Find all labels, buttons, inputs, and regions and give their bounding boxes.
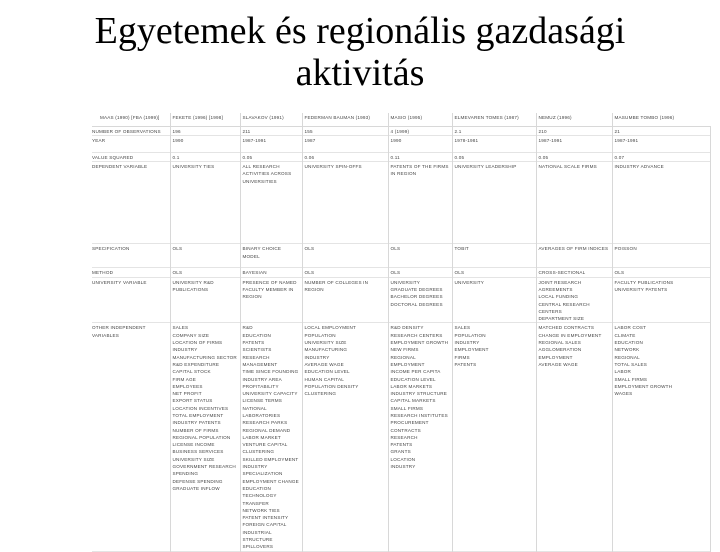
table-cell: BAYESIAN [240, 268, 302, 277]
table-cell: BINARY CHOICE MODEL [240, 244, 302, 268]
table-cell: UNIVERSITY R&D PUBLICATIONS [170, 277, 240, 323]
table-cell: 21 [612, 127, 710, 136]
table-cell: SALES COMPANY SIZE LOCATION OF FIRMS INDUSTRY MANUFACTURING SECTOR R&D EXPENDITURE CAPITAL STOCK FIRM AGE EMPLOYEES NET PROFIT EXPORT STATUS LOCATION INCENTIVES TOTAL EMPLOYMENT INDUSTRY PATENTS NUMBER OF FIRMS REGIONAL POPULATION LICENSE INCOME BUSINESS SERVICES UNIVERSITY SIZE GOVERNMENT RESEARCH SPENDING DEFENSE SPENDING GRADUATE INFLOW [170, 323, 240, 551]
table-cell: 196 [170, 127, 240, 136]
table-cell: 0.11 [388, 152, 452, 161]
study-comparison-table-wrap [92, 113, 710, 550]
table-cell: OLS [388, 268, 452, 277]
table-cell: 0.07 [612, 152, 710, 161]
table-cell: 0.05 [452, 152, 536, 161]
table-cell: OLS [170, 244, 240, 268]
table-cell: CROSS-SECTIONAL [536, 268, 612, 277]
table-row [92, 152, 710, 161]
table-cell: 0.05 [536, 152, 612, 161]
slide-title [0, 10, 720, 94]
table-cell: OLS [302, 244, 388, 268]
table-cell: 0.1 [170, 152, 240, 161]
column-header: MASIO (1995) [388, 113, 452, 127]
table-cell: MATCHED CONTRACTS CHANGE IN EMPLOYMENT REGIONAL SALES AGGLOMERATION EMPLOYMENT AVERAGE WAGE [536, 323, 612, 551]
table-cell: UNIVERSITY GRADUATE DEGREES BACHELOR DEGREES DOCTORAL DEGREES [388, 277, 452, 323]
table-row [92, 244, 710, 268]
table-cell: 210 [536, 127, 612, 136]
table-cell: OLS [388, 244, 452, 268]
table-cell: SALES POPULATION INDUSTRY EMPLOYMENT FIRMS PATENTS [452, 323, 536, 551]
table-row [92, 323, 710, 551]
row-label: METHOD [92, 270, 114, 276]
title-line-2: aktivitás [295, 52, 425, 94]
table-cell: JOINT RESEARCH AGREEMENTS LOCAL FUNDING CENTRAL RESEARCH CENTERS DEPARTMENT SIZE [536, 277, 612, 323]
table-row [92, 127, 710, 136]
table-cell: LABOR COST CLIMATE EDUCATION NETWORK REGIONAL TOTAL SALES LABOR SMALL FIRMS EMPLOYMENT GROWTH WAGES [612, 323, 710, 551]
table-cell: 1987-1991 [612, 136, 710, 153]
column-header: ELMEVAREN TOMES (1987) [452, 113, 536, 127]
study-comparison-table [92, 113, 710, 552]
table-cell: UNIVERSITY TIES [170, 162, 240, 244]
table-cell: INDUSTRY ADVANCE [612, 162, 710, 244]
table-cell: UNIVERSITY LEADERSHIP [452, 162, 536, 244]
table-cell: R&D DENSITY RESEARCH CENTERS EMPLOYMENT GROWTH NEW FIRMS REGIONAL EMPLOYMENT INCOME PER CAPITA EDUCATION LEVEL LABOR MARKETS INDUSTRY STRUCTURE CAPITAL MARKETS SMALL FIRMS RESEARCH INSTITUTES PROCUREMENT CONTRACTS RESEARCH PATENTS GRANTS LOCATION INDUSTRY [388, 323, 452, 551]
table-cell: 2.1 [452, 127, 536, 136]
table-cell: 155 [302, 127, 388, 136]
table-cell: OLS [452, 268, 536, 277]
table-header-row [92, 113, 710, 127]
table-cell: 211 [240, 127, 302, 136]
row-label: YEAR [92, 138, 106, 144]
table-cell: 1990 [388, 136, 452, 153]
table-cell: 1987 [302, 136, 388, 153]
table-body [92, 127, 710, 552]
table-cell: NATIONAL SCALE FIRMS [536, 162, 612, 244]
table-cell: PRESENCE OF NAMED FACULTY MEMBER IN REGION [240, 277, 302, 323]
table-cell: 4 (1999) [388, 127, 452, 136]
table-cell: POISSON [612, 244, 710, 268]
column-header: FEDERMAN BAUMAN (1993) [302, 113, 388, 127]
table-row [92, 268, 710, 277]
row-label: NUMBER OF OBSERVATIONS [92, 129, 161, 134]
title-line-1: Egyetemek és regionális gazdasági [94, 10, 626, 52]
table-cell: OLS [302, 268, 388, 277]
table-cell: OLS [170, 268, 240, 277]
table-cell: 1978-1981 [452, 136, 536, 153]
table-cell: AVERAGES OF FIRM INDICES [536, 244, 612, 268]
table-row [92, 277, 710, 323]
table-cell: 1987-1991 [536, 136, 612, 153]
table-cell: 1987-1991 [240, 136, 302, 153]
row-label: OTHER INDEPENDENT VARIABLES [92, 325, 146, 338]
table-cell: TOBIT [452, 244, 536, 268]
table-cell: PATENTS OF THE FIRMS IN REGION [388, 162, 452, 244]
table-cell: 1990 [170, 136, 240, 153]
column-header: SLAVAKOV (1991) [240, 113, 302, 127]
table-cell: NUMBER OF COLLEGES IN REGION [302, 277, 388, 323]
table-cell: OLS [612, 268, 710, 277]
table-cell: UNIVERSITY SPIN-OFFS [302, 162, 388, 244]
column-header: MASUMBE TOMBO (1996) [612, 113, 710, 127]
row-label: SPECIFICATION [92, 246, 130, 252]
table-cell: R&D EDUCATION PATENTS SCIENTISTS RESEARCH MANAGEMENT TIME SINCE FOUNDING INDUSTRY AREA PROFITABILITY UNIVERSITY CAPACITY LICENSE TERMS NATIONAL LABORATORIES RESEARCH PARKS REGIONAL DEMAND LABOR MARKET VENTURE CAPITAL CLUSTERING SKILLED EMPLOYMENT INDUSTRY SPECIALIZATION EMPLOYMENT CHANGE EDUCATION TECHNOLOGY TRANSFER NETWORK TIES PATENT INTENSITY FOREIGN CAPITAL INDUSTRIAL STRUCTURE SPILLOVERS [240, 323, 302, 551]
table-row [92, 136, 710, 153]
column-header: NEMUZ (1996) [536, 113, 612, 127]
table-cell: 0.05 [240, 152, 302, 161]
row-label: UNIVERSITY VARIABLE [92, 279, 147, 285]
table-row [92, 162, 710, 244]
row-label: VALUE SQUARED [92, 154, 134, 160]
row-label: DEPENDENT VARIABLE [92, 164, 148, 170]
column-header: MAAS (1990) [FBA (1999)] [98, 113, 170, 127]
table-cell: ALL RESEARCH ACTIVITIES ACROSS UNIVERSITIES [240, 162, 302, 244]
table-cell: FACULTY PUBLICATIONS UNIVERSITY PATENTS [612, 277, 710, 323]
table-cell: 0.06 [302, 152, 388, 161]
table-cell: LOCAL EMPLOYMENT POPULATION UNIVERSITY SIZE MANUFACTURING INDUSTRY AVERAGE WAGE EDUCATION LEVEL HUMAN CAPITAL POPULATION DENSITY CLUSTERING [302, 323, 388, 551]
column-header: FEKETE (1996) [1998] [170, 113, 240, 127]
table-cell: UNIVERSITY [452, 277, 536, 323]
